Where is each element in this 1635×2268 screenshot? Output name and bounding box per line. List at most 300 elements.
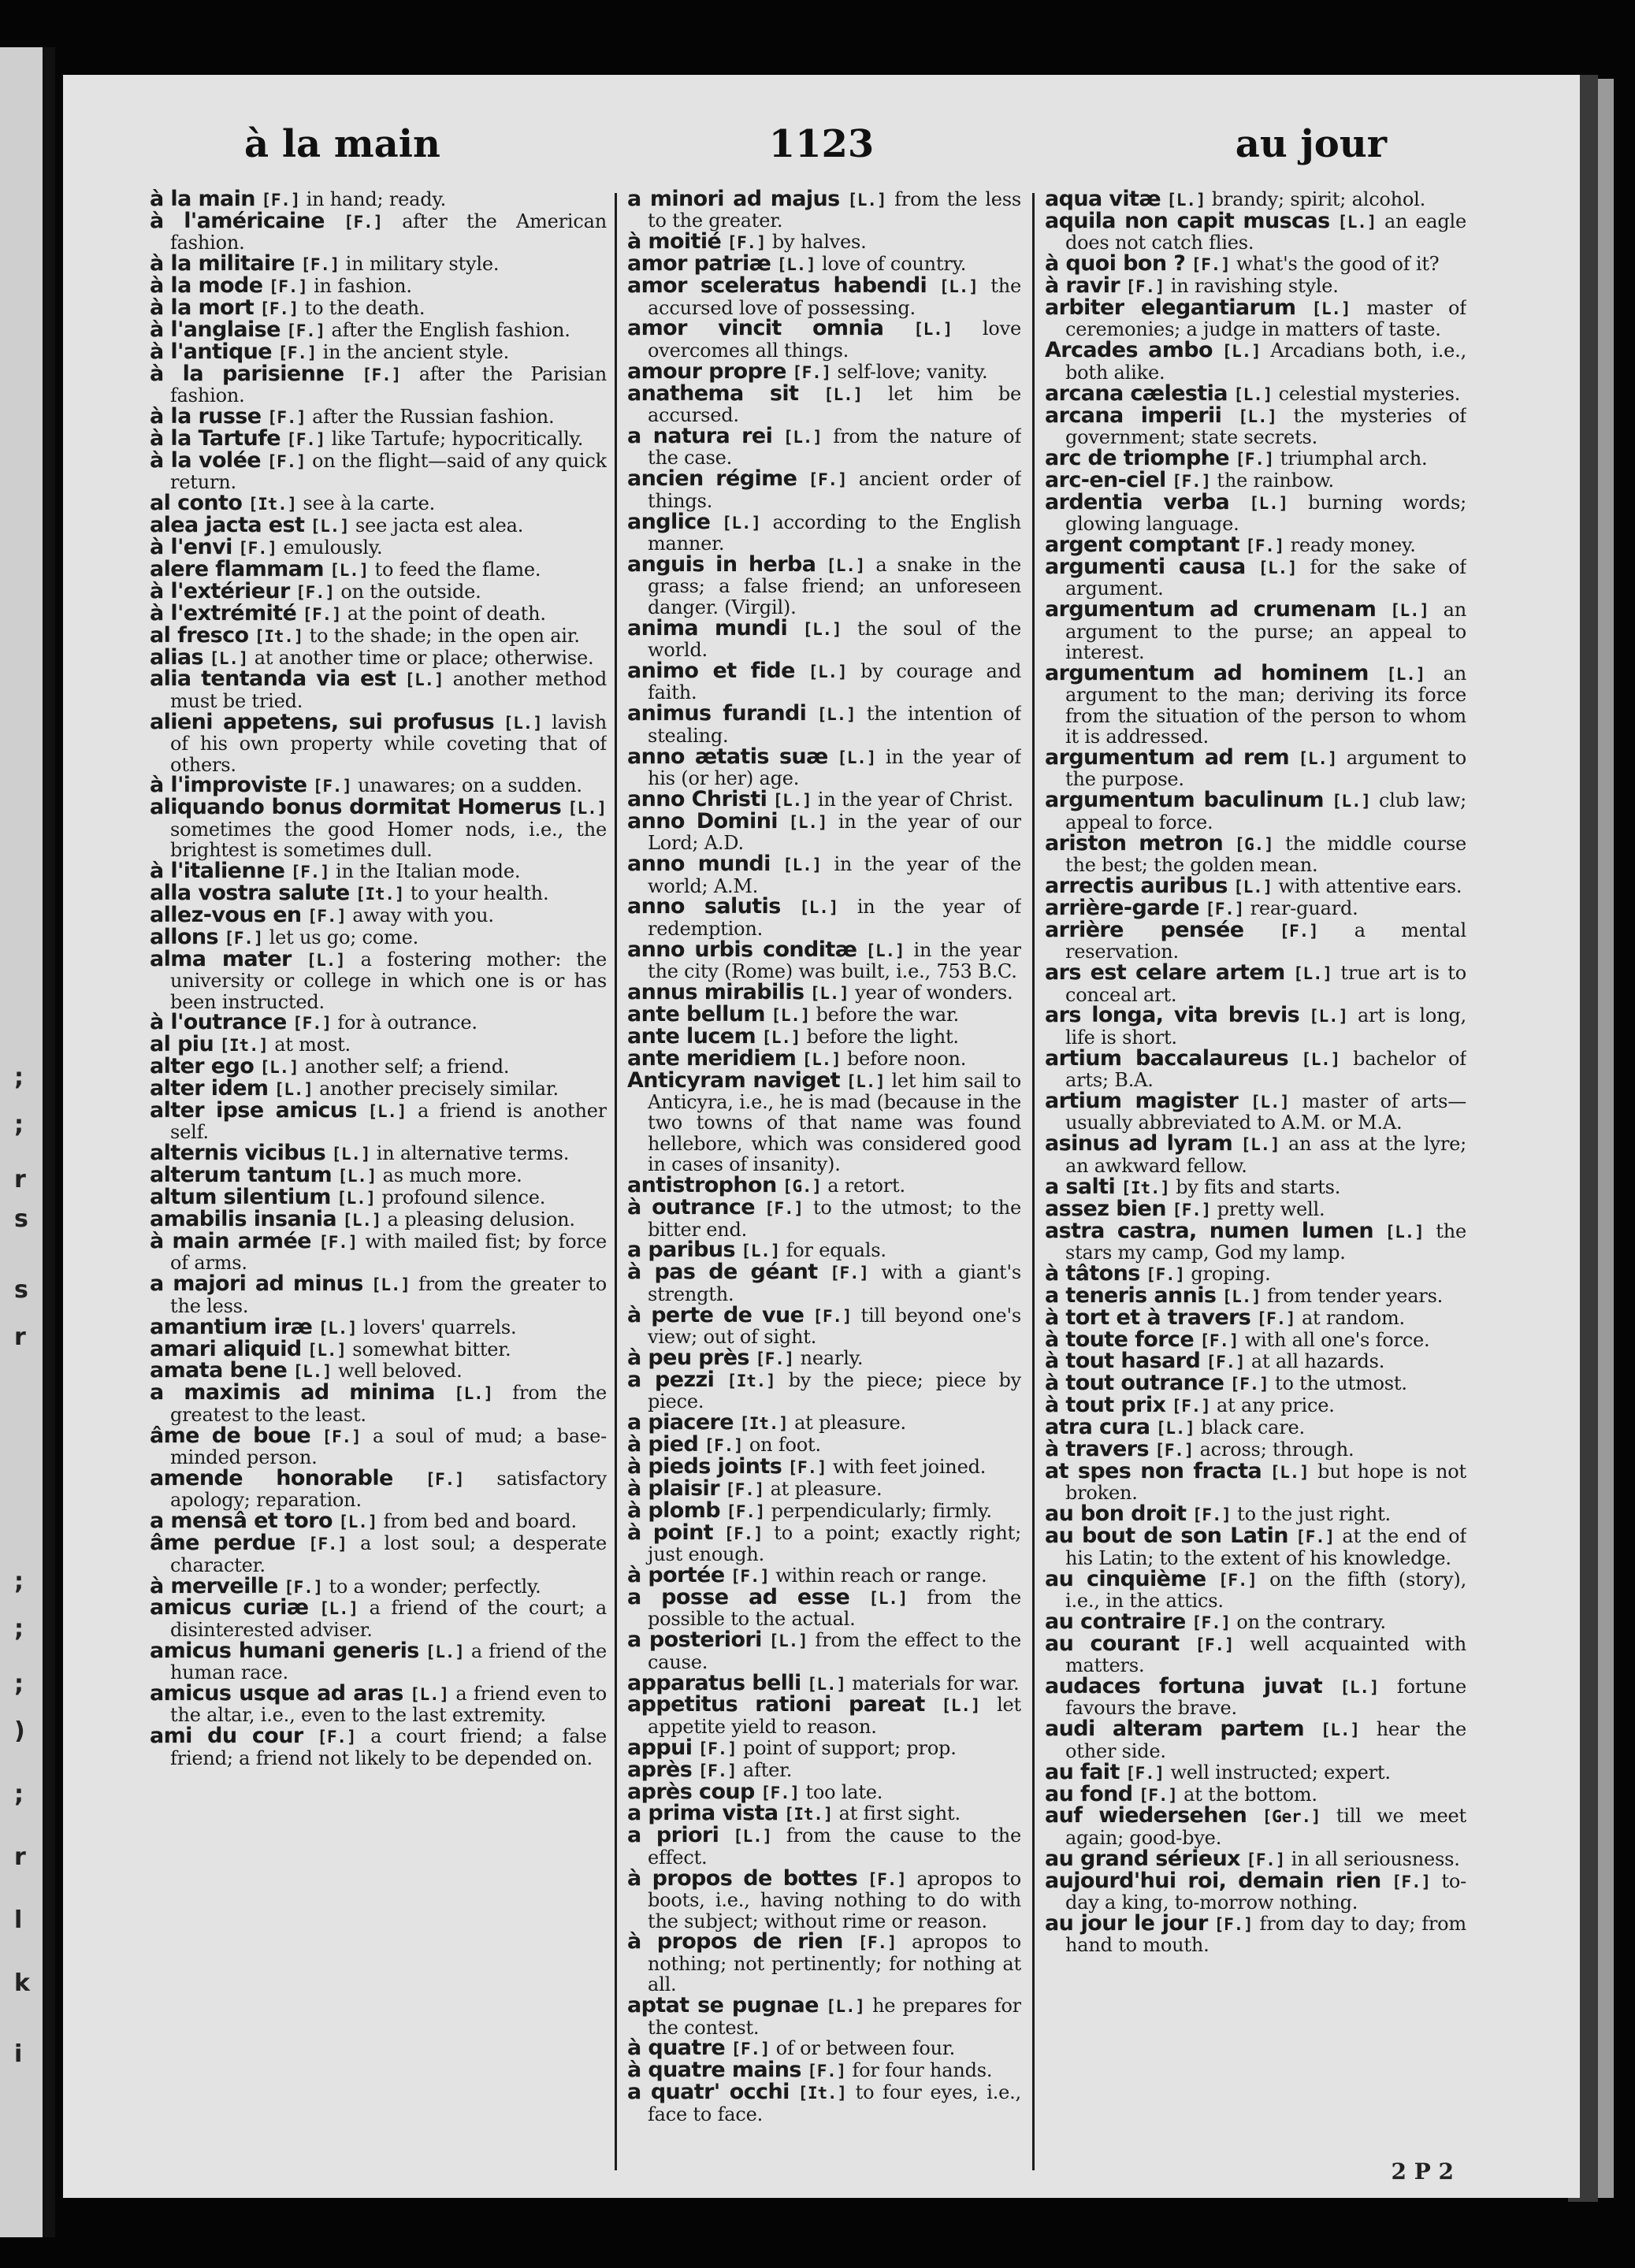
entry-definition: in all seriousness. [1291,1847,1460,1870]
dictionary-entry [1045,251,1466,277]
entry-headword: au bon droit [1045,1501,1187,1527]
entry-language-tag: [F.] [1229,1375,1269,1394]
entry-language-tag: [L.] [1258,558,1298,577]
entry-headword: amata bene [150,1358,288,1383]
entry-headword: à peu près [627,1345,749,1370]
entry-headword: amor sceleratus habendi [627,273,927,299]
dictionary-entry [1045,1351,1466,1372]
entry-definition: self-love; vanity. [837,360,988,383]
entry-language-tag: [F.] [1171,1397,1211,1416]
entry-headword: à tout prix [1045,1393,1166,1418]
entry-headword: à perte de vue [627,1302,804,1327]
dictionary-entry [1045,1131,1466,1177]
entry-language-tag: [F.] [723,1524,764,1543]
dictionary-entry [627,1302,1021,1349]
dictionary-entry [627,1045,1021,1071]
dictionary-entry [627,509,1021,555]
entry-definition: a friend of the human race. [170,1639,607,1684]
entry-language-tag: [F.] [697,1739,738,1758]
dictionary-entry [150,425,607,451]
entry-definition: love of country. [822,253,967,276]
entry-definition: a snake in the grass; a false friend; an unforeseen danger. (Virgil). [648,553,1021,618]
entry-language-tag: [F.] [1279,921,1319,941]
entry-language-tag: [F.] [302,604,342,624]
dictionary-entry [1045,295,1466,341]
entry-language-tag: [F.] [292,1014,332,1034]
entry-language-tag: [F.] [1191,255,1231,275]
dictionary-entry [627,2038,1021,2059]
entry-definition: Arcadians both, i.e., both alike. [1065,340,1466,384]
entry-language-tag: [L.] [772,790,812,810]
entry-definition: an argument to the purse; an appeal to interest. [1065,599,1466,664]
dictionary-entry [627,1475,1021,1501]
entry-language-tag: [L.] [1340,1678,1380,1698]
entry-definition: with mailed fist; by force of arms. [170,1231,607,1275]
entry-headword: allez-vous en [150,902,302,927]
dictionary-entry [150,1078,607,1100]
dictionary-entry [627,1345,1021,1370]
dictionary-entry [1045,467,1466,492]
entry-language-tag: [F.] [1295,1527,1336,1547]
entry-definition: with a giant's strength. [648,1261,1021,1305]
dictionary-entry [1045,830,1466,877]
entry-definition: by the piece; piece by piece. [648,1368,1021,1413]
dictionary-entry [627,854,1021,896]
entry-headword: alla vostra salute [150,881,350,905]
adjacent-page-mark: s [14,1205,28,1233]
entry-headword: aqua vitæ [1045,189,1161,211]
entry-language-tag: [F.] [290,863,330,882]
entry-definition: to the just right. [1237,1503,1391,1526]
entry-headword: amantium iræ [150,1314,313,1339]
entry-language-tag: [F.] [1191,1505,1232,1525]
entry-language-tag: [L.] [733,1827,772,1847]
entry-language-tag: [It.] [254,626,304,646]
entry-headword: anno mundi [627,852,771,877]
column-rule-2 [1032,193,1035,2170]
entry-language-tag: [G.] [782,1177,822,1197]
dictionary-entry [627,229,1021,254]
entry-definition: from day to day; from hand to mouth. [1065,1913,1466,1957]
entry-language-tag: [F.] [1125,277,1165,297]
entry-definition: a court friend; a false friend; a friend not likely to be depended on. [170,1725,607,1769]
entry-headword: a prima vista [627,1801,778,1826]
entry-language-tag: [L.] [307,1340,347,1360]
entry-language-tag: [F.] [867,1869,907,1889]
entry-definition: ready money. [1290,534,1416,556]
entry-definition: at the point of death. [347,602,546,625]
entry-language-tag: [L.] [259,1058,299,1078]
dictionary-entry [1045,273,1466,299]
dictionary-entry [1045,1458,1466,1505]
entry-headword: arbiter elegantiarum [1045,295,1296,321]
entry-headword: aliquando bonus dormitat Homerus [150,795,562,820]
entry-headword: à main armée [150,1229,311,1253]
entry-language-tag: [L.] [1240,1135,1280,1155]
entry-headword: a quatr' occhi [627,2080,790,2105]
entry-headword: amicus curiæ [150,1595,309,1620]
entry-language-tag: [F.] [425,1469,465,1489]
entry-definition: perpendicularly; firmly. [771,1499,992,1522]
entry-language-tag: [F.] [1154,1441,1195,1461]
entry-definition: a friend is another self. [170,1100,607,1144]
entry-headword: à pieds joints [627,1453,782,1479]
entry-headword: arc-en-ciel [1045,467,1166,492]
entry-headword: at spes non fracta [1045,1458,1262,1483]
dictionary-entry [150,600,607,625]
dictionary-entry [150,946,607,1013]
dictionary-entry [150,644,607,670]
entry-definition: profound silence. [381,1186,546,1209]
entry-definition: nearly. [800,1346,864,1369]
entry-language-tag: [F.] [277,343,318,362]
entry-language-tag: [F.] [726,233,767,253]
dictionary-entry [150,1012,607,1034]
entry-headword: à la militaire [150,251,295,277]
entry-headword: à propos de bottes [627,1865,858,1891]
entry-language-tag: [L.] [782,856,822,875]
entry-language-tag: [L.] [1238,406,1277,426]
entry-definition: a friend of the court; a disinterested adviser. [170,1597,607,1641]
entry-language-tag: [L.] [1298,749,1338,769]
dictionary-entry [1045,599,1466,663]
entry-headword: à l'antique [150,339,273,364]
dictionary-entry [627,1584,1021,1631]
entry-headword: ante lucem [627,1023,756,1049]
dictionary-entry [627,1412,1021,1434]
entry-definition: let him sail to Anticyra, i.e., he is mad (because in the two towns of that name was found hellebore, which was considered good in cases of insanity). [648,1069,1021,1176]
entry-headword: alternis vicibus [150,1141,326,1166]
dictionary-entry [150,339,607,364]
entry-headword: appetitus rationi pareat [627,1692,925,1717]
entry-language-tag: [L.] [845,1071,886,1091]
dictionary-entry [150,1271,607,1317]
entry-definition: hear the other side. [1065,1718,1466,1762]
entry-definition: from the effect to the cause. [648,1629,1021,1673]
entry-definition: before noon. [846,1047,967,1070]
dictionary-entry [150,902,607,927]
entry-language-tag: [F.] [1172,471,1211,491]
dictionary-entry [627,1023,1021,1049]
dictionary-entry [1045,340,1466,383]
entry-headword: altum silentium [150,1185,331,1210]
entry-definition: well acquainted with matters. [1065,1632,1466,1677]
entry-definition: with attentive ears. [1278,875,1462,897]
entry-headword: à la russe [150,404,262,429]
entry-language-tag: [F.] [317,1728,357,1747]
entry-language-tag: [It.] [739,1414,789,1434]
entry-definition: a retort. [827,1175,905,1197]
entry-headword: à point [627,1520,713,1545]
entry-definition: a soul of mud; a base-minded person. [170,1424,607,1469]
entry-definition: love overcomes all things. [648,317,1021,362]
entry-definition: at pleasure. [794,1412,906,1435]
entry-language-tag: [F.] [764,1199,804,1219]
entry-headword: a posteriori [627,1628,762,1653]
entry-definition: at random. [1301,1306,1405,1329]
entry-language-tag: [L.] [816,705,857,725]
dictionary-entry [150,622,607,648]
entry-definition: with feet joined. [832,1455,987,1478]
entry-definition: at the end of his Latin; to the extent of his knowledge. [1065,1525,1466,1569]
entry-definition: the mysteries of government; state secrets. [1065,404,1466,448]
dictionary-entry [150,515,607,536]
entry-definition: let him be accursed. [648,382,1021,427]
entry-language-tag: [It.] [783,1805,834,1824]
entry-language-tag: [F.] [284,1577,323,1597]
entry-language-tag: [F.] [286,321,326,340]
adjacent-page-mark: ; [14,1615,24,1643]
dictionary-entry [627,1803,1021,1824]
dictionary-entry [1045,1174,1466,1199]
entry-definition: burning words; glowing language. [1065,491,1466,536]
entry-definition: brandy; spirit; alcohol. [1211,189,1426,210]
dictionary-entry [627,1670,1021,1695]
entry-definition: till beyond one's view; out of sight. [648,1304,1021,1349]
entry-definition: to the utmost; to the bitter end. [648,1197,1021,1241]
entry-language-tag: [F.] [295,582,335,602]
dictionary-entry [627,273,1021,319]
entry-language-tag: [F.] [266,451,307,471]
entry-headword: à propos de rien [627,1929,843,1954]
adjacent-page-edge [0,47,55,2237]
dictionary-entry [150,447,607,494]
dictionary-entry [627,937,1021,983]
entry-definition: the accursed love of possessing. [648,275,1021,319]
entry-language-tag: [L.] [425,1642,465,1661]
entry-headword: anglice [627,509,711,534]
entry-definition: club law; appeal to force. [1065,789,1466,833]
entry-definition: after. [742,1758,793,1781]
entry-definition: on the flight—said of any quick return. [170,449,607,494]
dictionary-entry [1045,445,1466,470]
entry-headword: argumentum baculinum [1045,788,1324,813]
dictionary-entry [627,1865,1021,1932]
entry-definition: see à la carte. [303,492,436,515]
dictionary-entry [1045,876,1466,897]
entry-language-tag: [L.] [404,670,444,690]
entry-language-tag: [F.] [725,1479,765,1499]
entry-headword: annus mirabilis [627,980,804,1005]
entry-definition: to the death. [304,297,425,320]
dictionary-entry [150,861,607,882]
entry-definition: too late. [805,1780,883,1803]
entry-language-tag: [L.] [826,555,866,575]
entry-headword: ardentia verba [1045,489,1230,514]
entry-headword: au contraire [1045,1609,1186,1634]
dictionary-entry [150,406,607,428]
dictionary-entry [627,786,1021,811]
entry-headword: à l'extrémité [150,600,297,625]
entry-headword: apparatus belli [627,1670,801,1695]
entry-definition: after the Russian fashion. [312,406,555,429]
entry-headword: à portée [627,1563,725,1587]
entry-language-tag: [L.] [1221,1286,1262,1306]
entry-definition: apropos to nothing; not pertinently; for nothing at all. [648,1931,1021,1996]
entry-headword: a maximis ad minima [150,1380,435,1405]
entry-language-tag: [F.] [261,191,301,210]
entry-language-tag: [L.] [913,320,953,340]
entry-language-tag: [L.] [1309,1007,1348,1026]
dictionary-entry [1045,535,1466,556]
dictionary-entry [150,1314,607,1339]
dictionary-entry [1045,1439,1466,1461]
dictionary-page [63,75,1580,2198]
dictionary-entry [150,295,607,321]
entry-definition: let us go; come. [269,926,419,948]
dictionary-entry [627,1498,1021,1523]
entry-language-tag: [F.] [1191,1613,1231,1632]
dictionary-entry [627,1240,1021,1261]
entry-language-tag: [F.] [697,1761,738,1780]
dictionary-entry [150,1380,607,1426]
dictionary-entry [1045,1526,1466,1568]
dictionary-entry [627,1067,1021,1176]
entry-language-tag: [F.] [238,539,277,558]
entry-language-tag: [L.] [776,255,816,275]
dictionary-entry [627,189,1021,232]
dictionary-entry [1045,403,1466,448]
dictionary-entry [150,797,607,860]
dictionary-entry [627,744,1021,789]
entry-definition: at pleasure. [770,1477,883,1500]
entry-language-tag: [L.] [370,1275,411,1295]
entry-headword: aujourd'hui roi, demain rien [1045,1868,1381,1893]
entry-headword: au grand sérieux [1045,1846,1240,1871]
entry-headword: au jour le jour [1045,1911,1208,1936]
entry-language-tag: [L.] [808,662,848,681]
entry-definition: somewhat bitter. [352,1338,511,1360]
entry-column-3 [1045,189,1466,2166]
entry-language-tag: [L.] [1301,1049,1341,1069]
entry-headword: au bout de son Latin [1045,1524,1288,1549]
adjacent-page-mark: ; [14,1568,24,1595]
entry-headword: après [627,1757,693,1782]
entry-headword: à la mort [150,295,254,321]
entry-language-tag: [It.] [247,495,297,514]
dictionary-entry [1045,489,1466,536]
entry-language-tag: [L.] [292,1362,333,1382]
entry-language-tag: [F.] [830,1264,869,1283]
entry-headword: animo et fide [627,658,795,683]
entry-headword: à l'envi [150,535,232,559]
entry-language-tag: [F.] [726,1501,766,1521]
entry-headword: a pezzi [627,1367,715,1392]
entry-definition: another self; a friend. [304,1056,510,1078]
dictionary-entry [150,1595,607,1641]
entry-language-tag: [F.] [1205,899,1245,919]
entry-headword: à plaisir [627,1475,719,1501]
entry-headword: à moitié [627,229,722,254]
entry-headword: anguis in herba [627,551,816,577]
entry-headword: anno urbis conditæ [627,937,857,962]
entry-language-tag: [L.] [868,1588,909,1608]
entry-definition: another precisely similar. [319,1078,559,1101]
dictionary-entry [150,1726,607,1769]
entry-language-tag: [L.] [799,898,839,918]
entry-definition: to the shade; in the open air. [309,624,580,647]
entry-headword: à l'outrance [150,1010,287,1035]
dictionary-entry [1045,1868,1466,1914]
entry-definition: from the nature of the case. [648,425,1021,470]
entry-definition: the middle course the best; the golden mean. [1065,832,1466,877]
adjacent-page-mark: k [14,1969,30,1997]
entry-headword: après coup [627,1779,755,1804]
entry-language-tag: [L.] [788,812,828,832]
dictionary-entry [627,1262,1021,1305]
adjacent-page-mark: ; [14,1111,24,1138]
entry-headword: alea jacta est [150,513,305,538]
dictionary-entry [1045,660,1466,748]
entry-definition: in the year of Christ. [817,788,1013,811]
entry-language-tag: [L.] [454,1384,493,1404]
entry-headword: ars longa, vita brevis [1045,1003,1300,1028]
entry-definition: at the bottom. [1184,1783,1317,1806]
dictionary-entry [1045,1846,1466,1871]
entry-headword: à outrance [627,1195,756,1220]
entry-headword: à travers [1045,1437,1149,1462]
entry-language-tag: [L.] [1250,1093,1290,1112]
dictionary-entry [627,1757,1021,1782]
dictionary-entry [627,1692,1021,1738]
dictionary-entry [150,1187,607,1208]
entry-definition: after the American fashion. [170,210,607,254]
entry-definition: in military style. [345,253,500,276]
entry-language-tag: [L.] [209,648,249,668]
entry-headword: a minori ad majus [627,189,840,211]
dictionary-entry [1045,1759,1466,1784]
entry-language-tag: [L.] [337,1167,377,1186]
entry-language-tag: [F.] [1206,1353,1246,1372]
dictionary-entry [1045,895,1466,920]
adjacent-page-mark: l [14,1906,23,1934]
page-edge-light [1598,79,1614,2198]
entry-language-tag: [L.] [941,1696,981,1716]
entry-definition: the stars my camp, God my lamp. [1065,1219,1466,1264]
dictionary-entry [150,1034,607,1056]
dictionary-entry [627,251,1021,277]
entry-headword: à la mode [150,273,263,299]
column-rule-1 [615,193,617,2170]
entry-definition: black care. [1201,1416,1305,1439]
entry-headword: anno Christi [627,786,767,811]
dictionary-entry [627,658,1021,704]
entry-headword: a paribus [627,1238,735,1263]
entry-headword: al piu [150,1032,214,1057]
dictionary-entry [150,1336,607,1361]
entry-headword: alter ipse amicus [150,1098,357,1123]
entry-language-tag: [L.] [1386,664,1426,684]
entry-language-tag: [L.] [1233,384,1273,404]
entry-headword: anno salutis [627,894,781,919]
dictionary-entry [627,615,1021,662]
dictionary-entry [627,1735,1021,1760]
dictionary-entry [627,808,1021,855]
dictionary-entry [150,775,607,796]
entry-language-tag: [L.] [801,1049,842,1069]
entry-definition: in hand; ready. [306,189,447,210]
entry-language-tag: [L.] [1293,964,1332,984]
dictionary-entry [1045,1091,1466,1134]
entry-definition: in the year of our Lord; A.D. [648,810,1021,855]
entry-language-tag: [F.] [1246,1850,1286,1869]
entry-language-tag: [F.] [268,277,308,297]
entry-language-tag: [F.] [266,408,307,428]
entry-definition: unawares; on a sudden. [358,774,582,797]
dictionary-entry [1045,1781,1466,1806]
dictionary-entry [150,1098,607,1144]
dictionary-entry [1045,189,1466,210]
